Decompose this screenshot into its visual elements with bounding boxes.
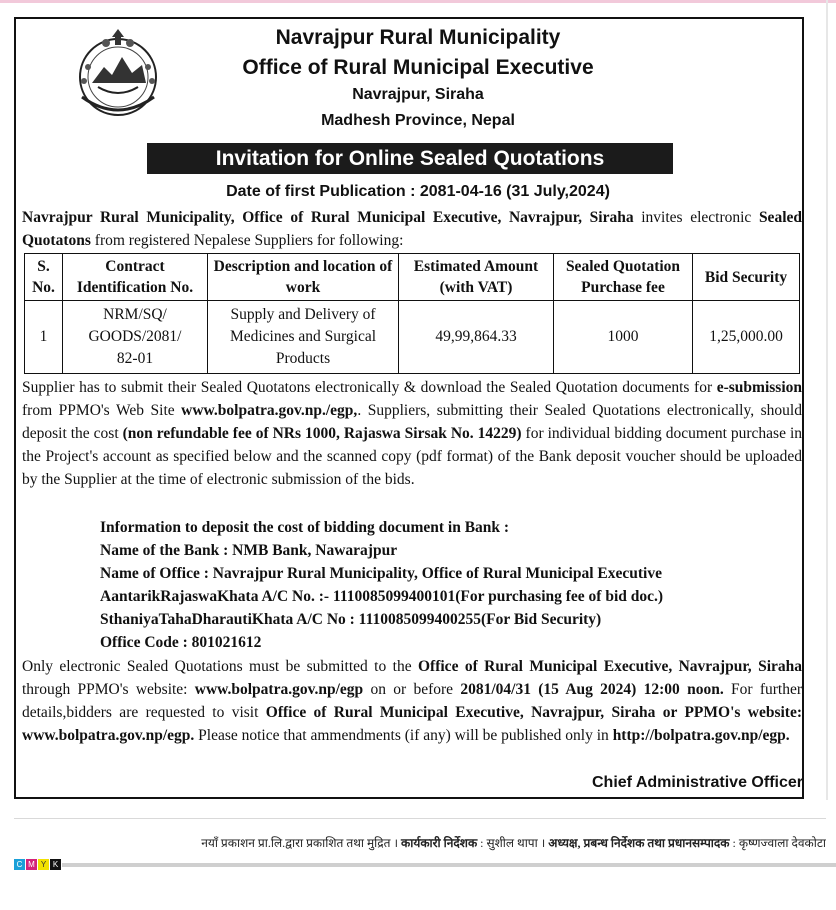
cell-sno: 1 — [25, 301, 63, 374]
cell-description: Supply and Delivery of Medicines and Surgical Products — [208, 301, 399, 374]
office-name-line: Name of Office : Navrajpur Rural Municipality, Office of Rural Municipal Executive — [100, 565, 662, 582]
col-security: Bid Security — [693, 254, 800, 301]
body2-text-1: Only electronic Sealed Quotations must be submitted to the — [22, 658, 418, 675]
col-fee: Sealed Quotation Purchase fee — [554, 254, 693, 301]
footer-bold-2: अध्यक्ष, प्रबन्ध निर्देशक तथा प्रधानसम्पादक — [548, 836, 730, 850]
office-name: Office of Rural Municipal Executive — [242, 56, 594, 79]
body2-text-5: Please notice that ammendments (if any) will be published only in — [194, 727, 613, 744]
table-row — [25, 301, 800, 374]
footer-text-3: : कृष्णज्वाला देवकोटा — [729, 836, 826, 850]
intro-bold-quotations: Sealed Quotatons — [22, 209, 802, 249]
office-code: Office Code : 801021612 — [100, 634, 262, 651]
bank-name: Name of the Bank : NMB Bank, Nawarajpur — [100, 542, 398, 559]
cmyk-k: K — [50, 859, 61, 870]
body2-bold-url: http://bolpatra.gov.np/egp. — [612, 727, 790, 744]
submission-paragraph — [22, 376, 802, 491]
body1-text-3: . Suppliers, submitting their Sealed Quotations electronically, should deposit the cost — [22, 402, 802, 442]
deadline-paragraph — [22, 655, 802, 747]
office-address: Navrajpur, Siraha — [352, 86, 484, 103]
body2-text-4: For further details,bidders are requested to visit — [22, 681, 802, 721]
revenue-account: AantarikRajaswaKhata A/C No. :- 1110085099400101(For purchasing fee of bid doc.) — [100, 588, 664, 605]
body2-text-3: on or before — [363, 681, 461, 698]
cmyk-c: C — [14, 859, 25, 870]
body2-text-2: through PPMO's website: — [22, 681, 195, 698]
body1-bold-website: www.bolpatra.gov.np./egp, — [181, 402, 358, 419]
body1-text-2: from PPMO's Web Site — [22, 402, 182, 419]
body2-bold-office: Office of Rural Municipal Executive, Navrajpur, Siraha — [418, 658, 803, 675]
page-separator — [14, 818, 826, 819]
intro-text: invites electronic — [633, 209, 759, 226]
footer-bold-1: कार्यकारी निर्देशक — [401, 836, 478, 850]
body1-text-1: Supplier has to submit their Sealed Quotatons electronically & download the Sealed Quotation documents for — [22, 379, 717, 396]
body2-bold-contact: Office of Rural Municipal Executive, Navrajpur, Siraha or PPMO's website: www.bolpatra.gov.np/egp. — [22, 704, 802, 744]
bank-info-block — [100, 516, 663, 654]
intro-paragraph — [22, 206, 802, 252]
body1-text-4: for individual bidding document purchase in the Project's account as specified below and the scanned copy (pdf format) of the Bank deposit voucher should be uploaded by the Supplier at the time of electronic submission of the bids. — [22, 425, 802, 488]
col-amount: Estimated Amount (with VAT) — [399, 254, 554, 301]
body2-bold-deadline: 2081/04/31 (15 Aug 2024) 12:00 noon. — [460, 681, 724, 698]
signature-title: Chief Administrative Officer — [591, 774, 803, 791]
intro-bold-org: Navrajpur Rural Municipality, Office of Rural Municipal Executive, Navrajpur, Siraha — [22, 209, 634, 226]
col-description: Description and location of work — [208, 254, 399, 301]
cell-security: 1,25,000.00 — [693, 301, 800, 374]
quotation-table — [24, 253, 800, 374]
col-contract: Contract Identification No. — [63, 254, 208, 301]
footer-text-1: नयाँ प्रकाशन प्रा.लि.द्वारा प्रकाशित तथा मुद्रित । — [201, 836, 402, 850]
notice-title-banner: Invitation for Online Sealed Quotations — [147, 143, 673, 174]
print-registration-rule — [62, 863, 836, 867]
body1-bold-fee: (non refundable fee of NRs 1000, Rajaswa Sirsak No. 14229) — [122, 425, 522, 442]
cell-contract: NRM/SQ/ GOODS/2081/ 82-01 — [63, 301, 208, 374]
col-sno: S. No. — [25, 254, 63, 301]
body2-bold-website: www.bolpatra.gov.np/egp — [194, 681, 364, 698]
bank-info-heading: Information to deposit the cost of bidding document in Bank : — [100, 519, 510, 536]
cell-amount: 49,99,864.33 — [399, 301, 554, 374]
org-name: Navrajpur Rural Municipality — [275, 26, 561, 49]
cmyk-color-bar — [14, 859, 62, 870]
body1-bold-esubmission: e-submission — [716, 379, 802, 396]
cell-fee: 1000 — [554, 301, 693, 374]
cmyk-m: M — [26, 859, 37, 870]
publisher-footer — [0, 834, 826, 851]
intro-text-2: from registered Nepalese Suppliers for following: — [90, 232, 404, 249]
province-name: Madhesh Province, Nepal — [321, 112, 515, 129]
publication-date: Date of first Publication : 2081-04-16 (31 July,2024) — [226, 183, 610, 200]
deposit-account: SthaniyaTahaDharautiKhata A/C No : 1110085099400255(For Bid Security) — [100, 611, 602, 628]
cmyk-y: Y — [38, 859, 49, 870]
footer-text-2: : सुशील थापा । — [477, 836, 549, 850]
table-header-row — [25, 254, 800, 301]
top-border-line — [0, 0, 836, 3]
